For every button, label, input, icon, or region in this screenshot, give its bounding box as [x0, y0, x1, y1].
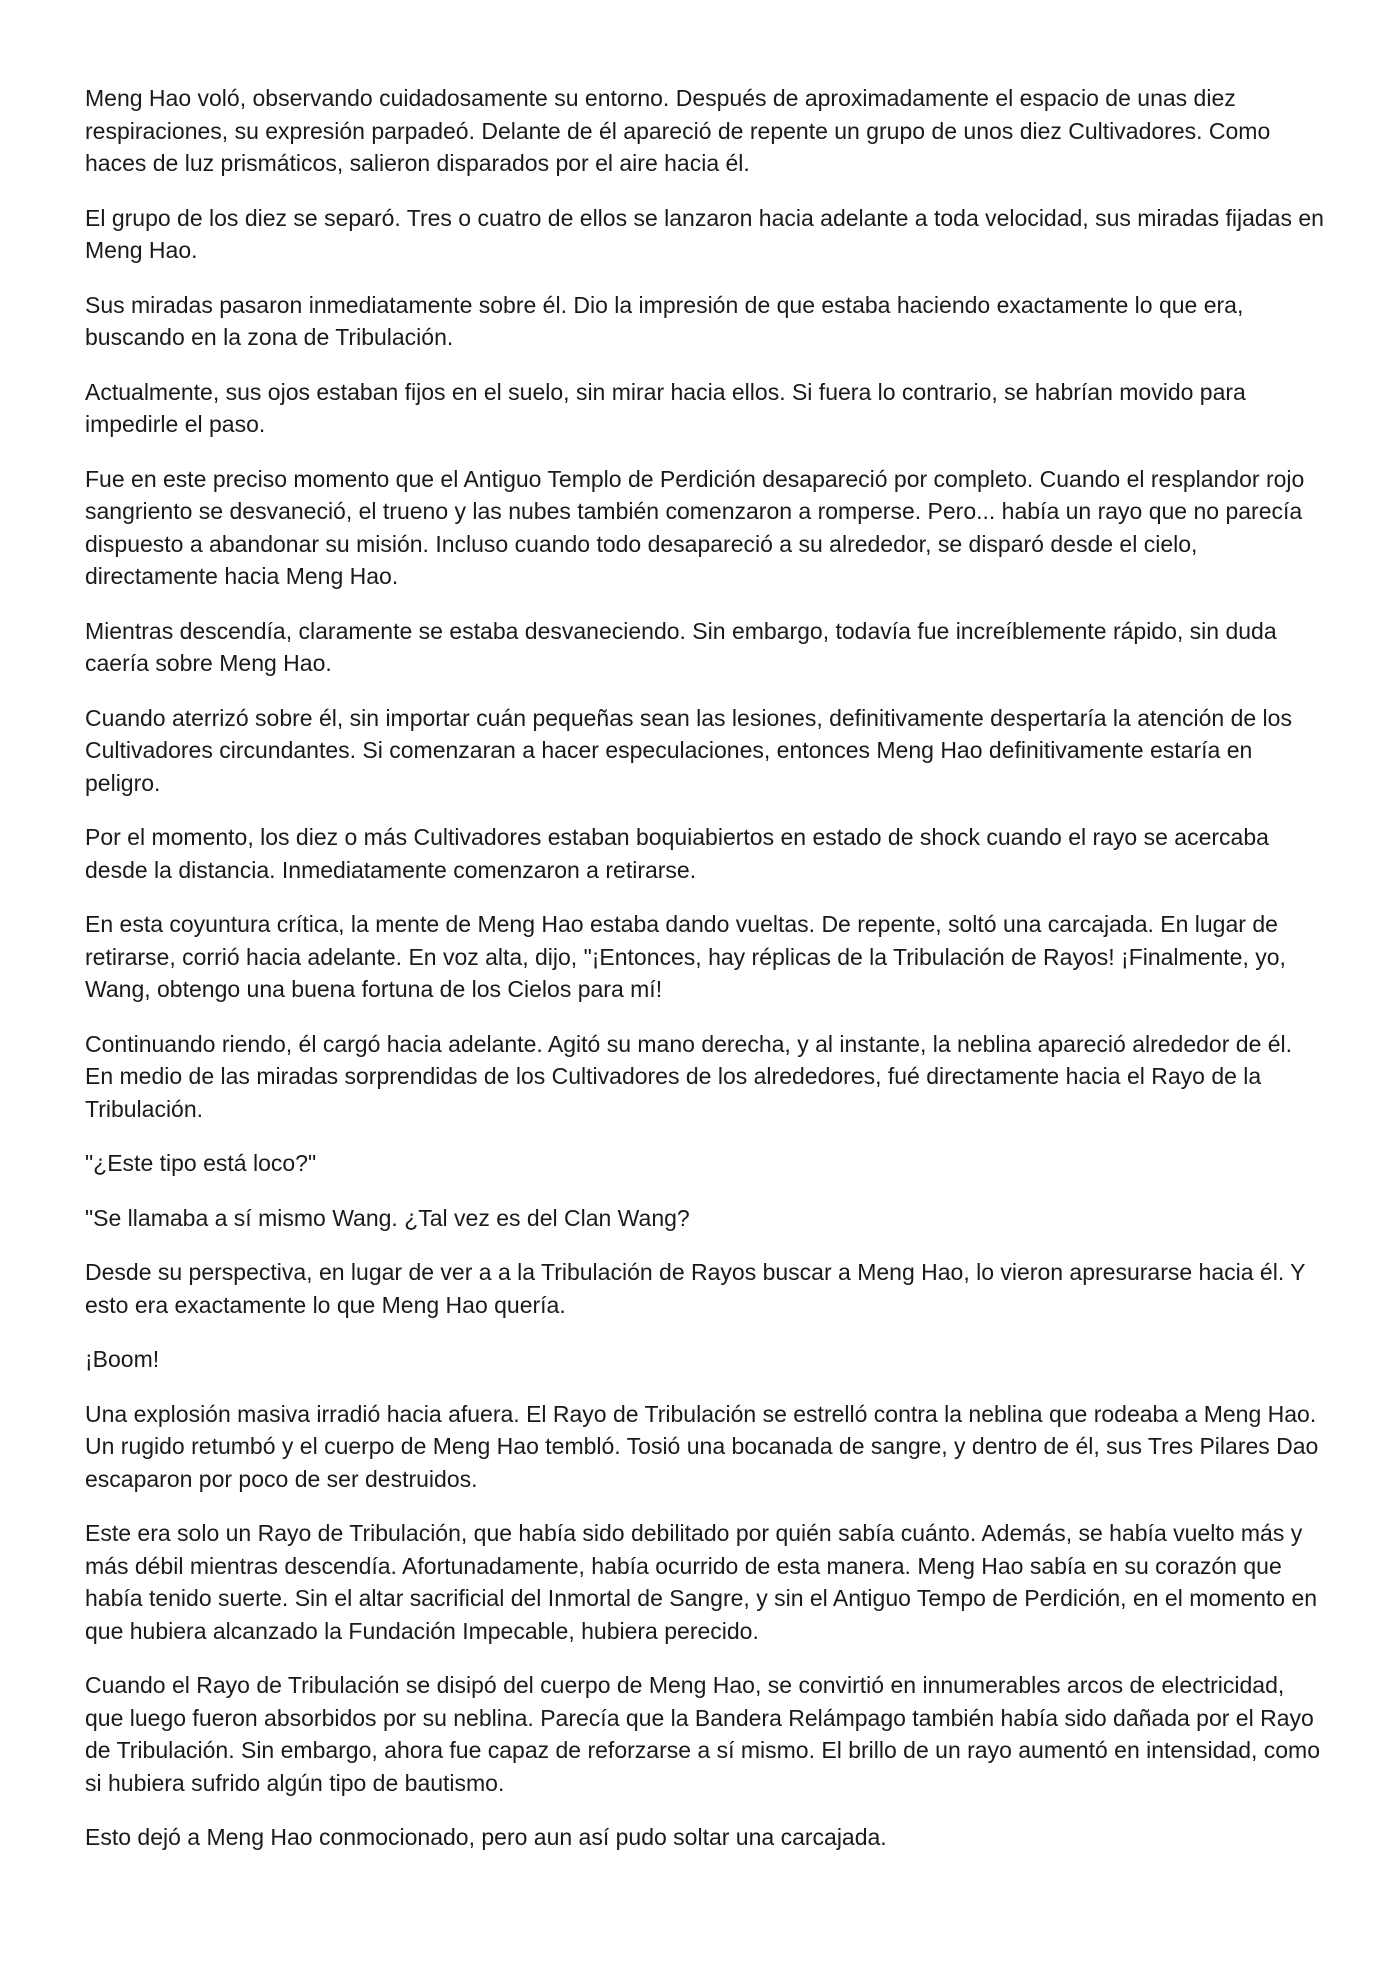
paragraph: "Se llamaba a sí mismo Wang. ¿Tal vez es del Clan Wang?	[85, 1204, 690, 1231]
paragraph: Este era solo un Rayo de Tribulación, que había sido debilitado por quién sabía cuánto. Además, se había vuelto más y más débil mientras descendía. Afortunadamente, había ocurrido de esta manera. Meng Hao sabía en su corazón que había tenido suerte. Sin el altar sacrificial del Inmortal de Sangre, y sin el Antiguo Tempo de Perdición, en el momento en que hubiera alcanzado la Fundación Impecable, hubiera perecido.	[85, 1520, 1318, 1644]
paragraph: Meng Hao voló, observando cuidadosamente su entorno. Después de aproximadamente el espacio de unas diez respiraciones, su expresión parpadeó. Delante de él apareció de repente un grupo de unos diez Cultivadores. Como haces de luz prismáticos, salieron disparados por el aire hacia él.	[85, 85, 1271, 176]
paragraph: Mientras descendía, claramente se estaba desvaneciendo. Sin embargo, todavía fue increíblemente rápido, sin duda caería sobre Meng Hao.	[85, 617, 1277, 676]
paragraph: Sus miradas pasaron inmediatamente sobre él. Dio la impresión de que estaba haciendo exactamente lo que era, buscando en la zona de Tribulación.	[85, 291, 1244, 350]
paragraph: "¿Este tipo está loco?"	[85, 1150, 317, 1176]
document-page	[85, 82, 1325, 1876]
paragraph: El grupo de los diez se separó. Tres o cuatro de ellos se lanzaron hacia adelante a toda velocidad, sus miradas fijadas en Meng Hao.	[85, 204, 1324, 263]
paragraph: Cuando aterrizó sobre él, sin importar cuán pequeñas sean las lesiones, definitivamente despertaría la atención de los Cultivadores circundantes. Si comenzaran a hacer especulaciones, entonces Meng Hao definitivamente estaría en peligro.	[85, 704, 1292, 796]
paragraph: Esto dejó a Meng Hao conmocionado, pero aun así pudo soltar una carcajada.	[85, 1824, 887, 1850]
paragraph: Por el momento, los diez o más Cultivadores estaban boquiabiertos en estado de shock cuando el rayo se acercaba desde la distancia. Inmediatamente comenzaron a retirarse.	[85, 824, 1269, 883]
paragraph: Fue en este preciso momento que el Antiguo Templo de Perdición desapareció por completo. Cuando el resplandor rojo sangriento se desvaneció, el trueno y las nubes también comenzaron a romperse. Pero... había un rayo que no parecía dispuesto a abandonar su misión. Incluso cuando todo desapareció a su alrededor, se disparó desde el cielo, directamente hacia Meng Hao.	[85, 465, 1305, 589]
paragraph: ¡Boom!	[85, 1346, 160, 1372]
paragraph: Actualmente, sus ojos estaban fijos en el suelo, sin mirar hacia ellos. Si fuera lo contrario, se habrían movido para impedirle el paso.	[85, 378, 1246, 437]
paragraph: Desde su perspectiva, en lugar de ver a a la Tribulación de Rayos buscar a Meng Hao, lo vieron apresurarse hacia él. Y esto era exactamente lo que Meng Hao quería.	[85, 1259, 1306, 1318]
paragraph: En esta coyuntura crítica, la mente de Meng Hao estaba dando vueltas. De repente, soltó una carcajada. En lugar de retirarse, corrió hacia adelante. En voz alta, dijo, "¡Entonces, hay réplicas de la Tribulación de Rayos! ¡Finalmente, yo, Wang, obtengo una buena fortuna de los Cielos para mí!	[85, 911, 1286, 1002]
paragraph: Una explosión masiva irradió hacia afuera. El Rayo de Tribulación se estrelló contra la neblina que rodeaba a Meng Hao. Un rugido retumbó y el cuerpo de Meng Hao tembló. Tosió una bocanada de sangre, y dentro de él, sus Tres Pilares Dao escaparon por poco de ser destruidos.	[85, 1400, 1319, 1492]
paragraph: Continuando riendo, él cargó hacia adelante. Agitó su mano derecha, y al instante, la neblina apareció alrededor de él. En medio de las miradas sorprendidas de los Cultivadores de los alrededores, fué directamente hacia el Rayo de la Tribulación.	[85, 1030, 1293, 1122]
paragraph: Cuando el Rayo de Tribulación se disipó del cuerpo de Meng Hao, se convirtió en innumerables arcos de electricidad, que luego fueron absorbidos por su neblina. Parecía que la Bandera Relámpago también había sido dañada por el Rayo de Tribulación. Sin embargo, ahora fue capaz de reforzarse a sí mismo. El brillo de un rayo aumentó en intensidad, como si hubiera sufrido algún tipo de bautismo.	[85, 1672, 1321, 1796]
